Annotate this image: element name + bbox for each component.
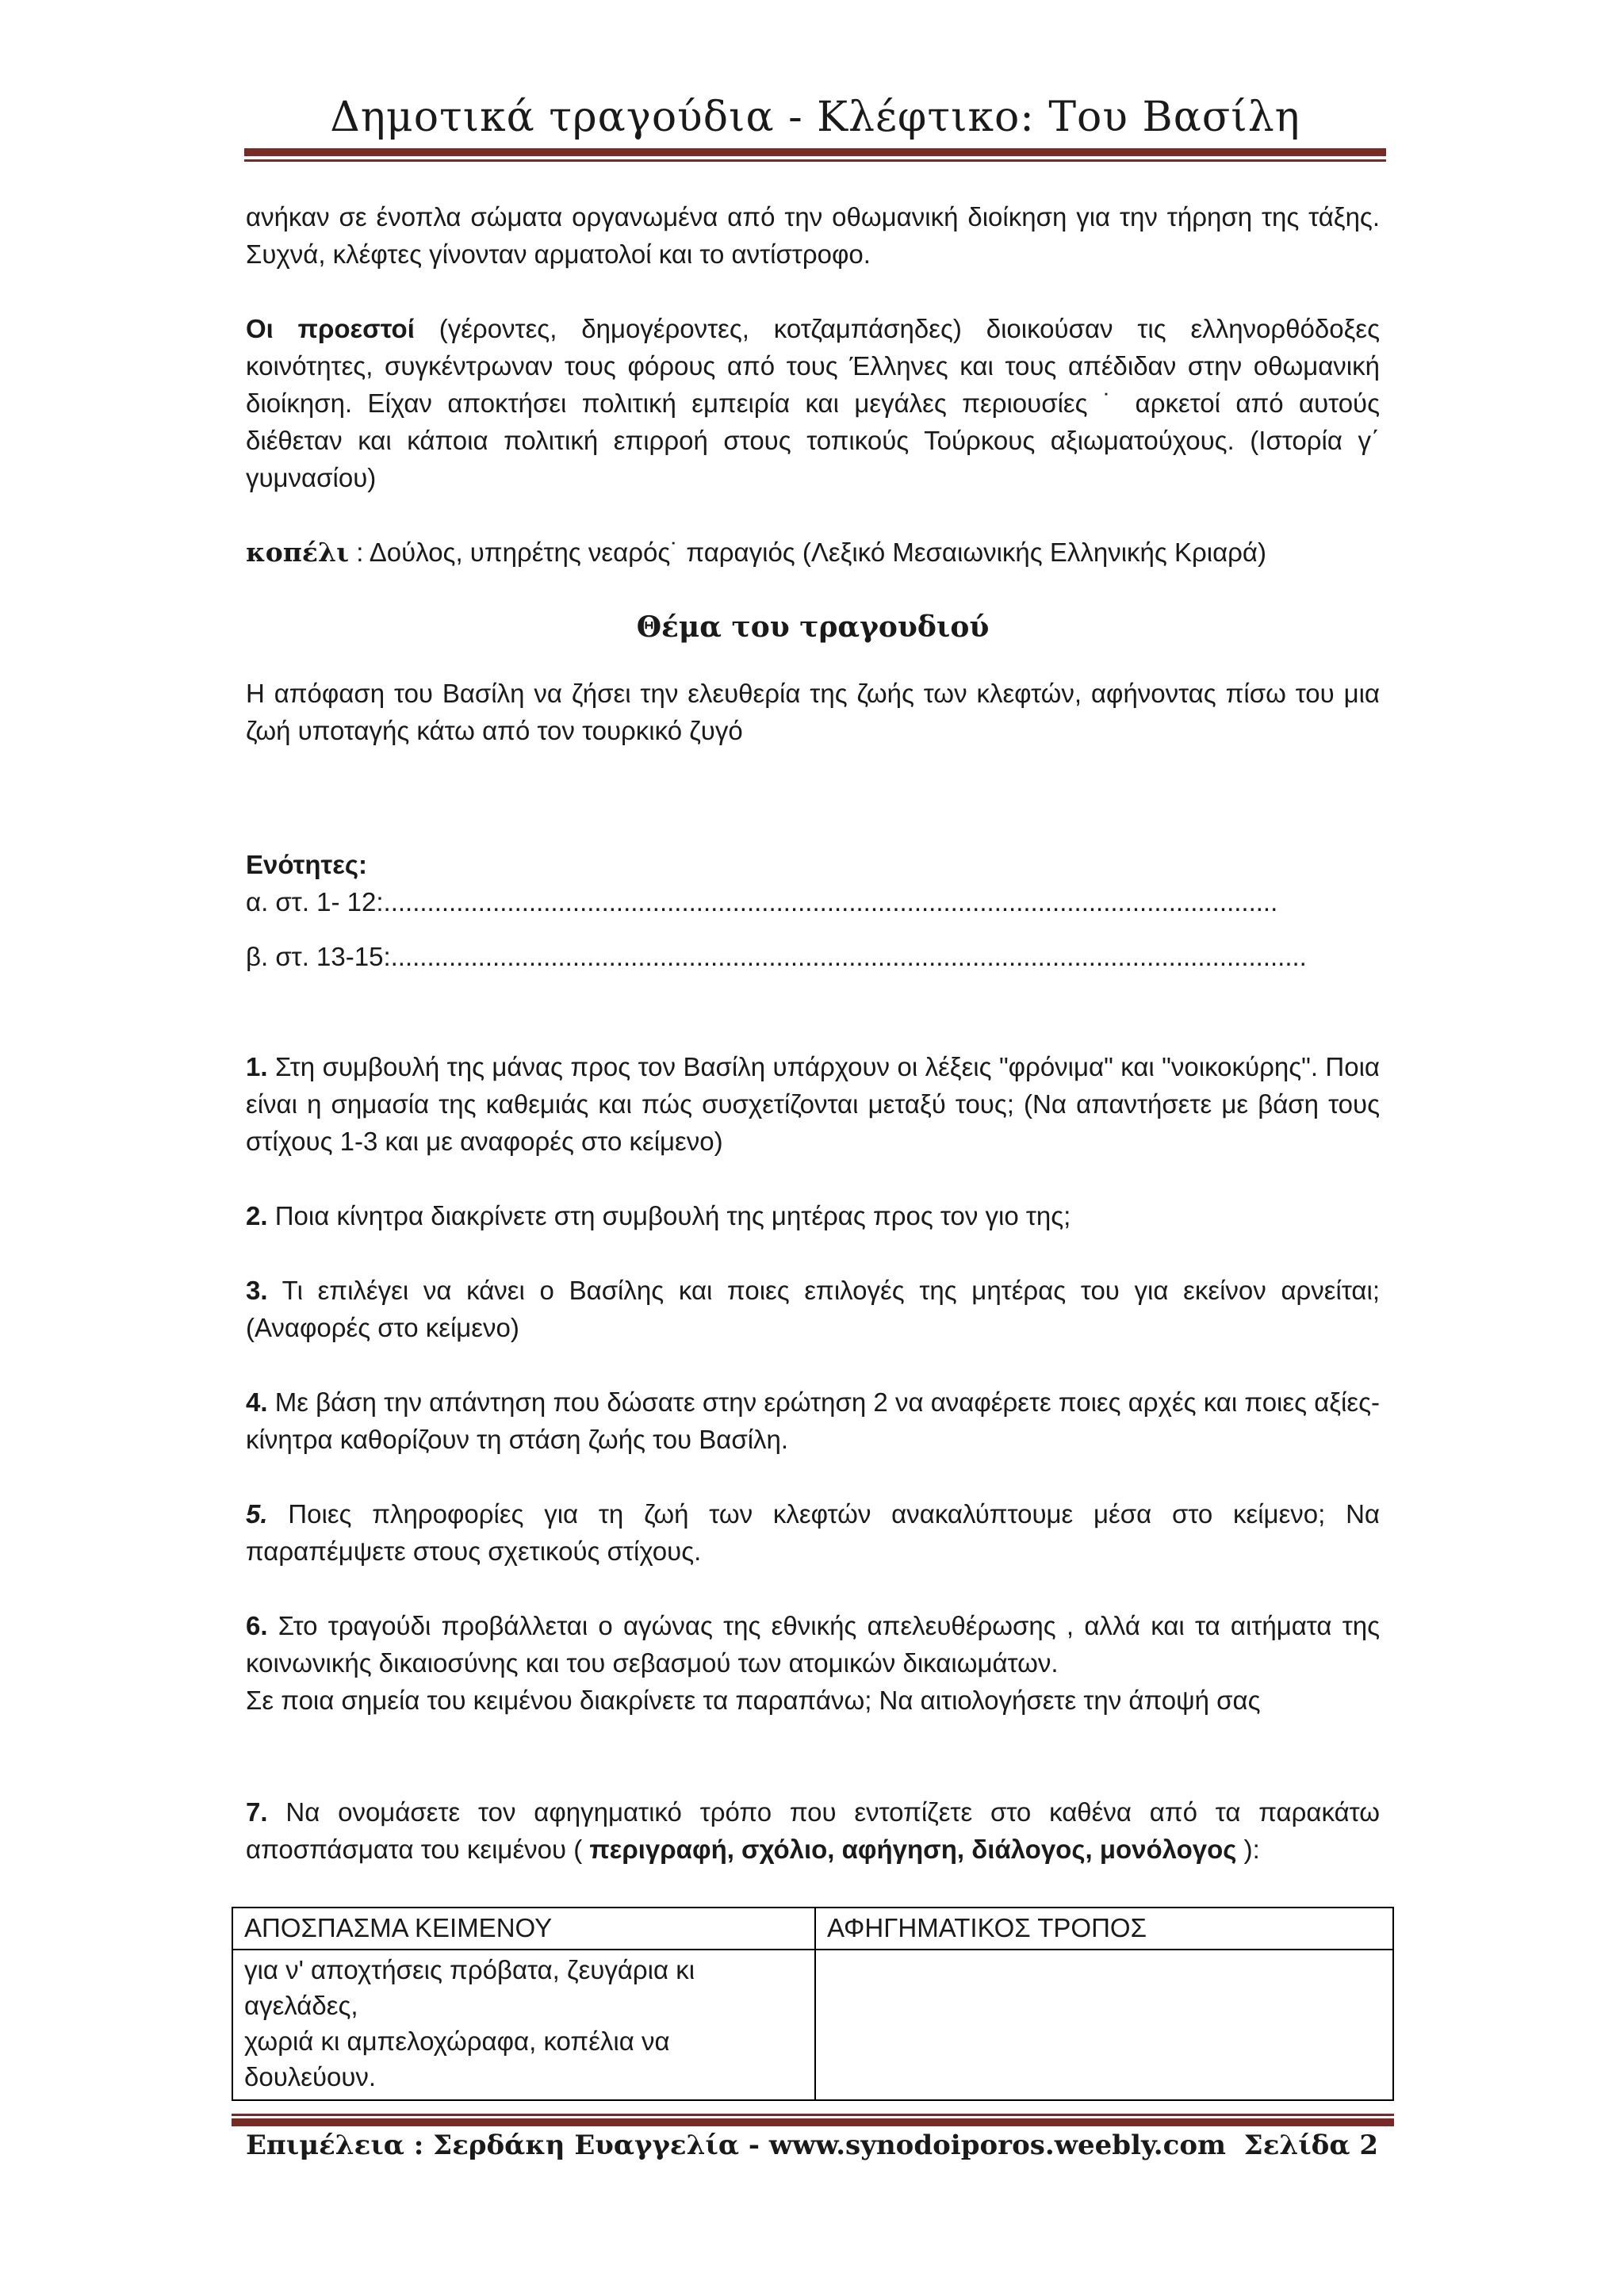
kopeli-paragraph [246,534,1380,571]
proestoi-paragraph [246,310,1380,496]
footer-rule-thick [232,2118,1394,2126]
question-7-end: ): [1236,1835,1260,1864]
page-header-title: Δημοτικά τραγούδια - Κλέφτικο: Του Βασίλη [330,94,1300,141]
table-header-row [232,1908,1393,1950]
table-cell-answer[interactable] [815,1950,1393,2100]
proestoi-term: Οι προεστοί [246,314,415,343]
kopeli-term: κοπέλι [246,537,350,568]
topic-text: Η απόφαση του Βασίλη να ζήσει την ελευθερία της ζωής των κλεφτών, αφήνοντας πίσω του μια ζωή υποταγής κάτω από τον τουρκικό ζυγό [246,679,1380,745]
question-5 [246,1495,1380,1570]
excerpt-line-2: αγελάδες, [244,1991,358,2020]
section-a-line: α. στ. 1- 12:........................................................................................................................... [246,887,1278,916]
proestoi-definition: (γέροντες, δημογέροντες, κοτζαμπάσηδες) διοικούσαν τις ελληνορθόδοξες κοινότητες, συγκέντρωναν τους φόρους από τους Έλληνες και τους απέδιδαν στην οθωμανική διοίκηση. Είχαν αποκτήσει πολιτική εμπειρία και μεγάλες περιουσίες ˙ αρκετοί από αυτούς διέθεταν και κάποια πολιτική επιρροή στους τοπικούς Τούρκους αξιωματούχους. (Ιστορία γ΄ γυμνασίου) [246,314,1380,492]
header-rule-thin [244,159,1386,162]
sections-heading: Ενότητες: [246,850,368,879]
table-header-mode: ΑΦΗΓΗΜΑΤΙΚΟΣ ΤΡΟΠΟΣ [815,1908,1393,1950]
section-b-line: β. στ. 13-15:.............................................................................................................................. [246,942,1307,971]
narrative-mode-table [232,1907,1394,2101]
topic-title: Θέμα του τραγουδιού [636,610,990,644]
question-7 [246,1793,1380,1868]
question-4-number: 4. [246,1387,268,1417]
question-2 [246,1197,1380,1234]
kopeli-definition: : Δούλος, υπηρέτης νεαρός˙ παραγιός (Λεξικό Μεσαιωνικής Ελληνικής Κριαρά) [349,538,1266,567]
question-2-number: 2. [246,1201,268,1230]
armatoloi-paragraph: ανήκαν σε ένοπλα σώματα οργανωμένα από την οθωμανική διοίκηση για την τήρηση της τάξης. Συχνά, κλέφτες γίνονταν αρματολοί και το αντίστροφο. [246,202,1380,269]
question-4-text: Με βάση την απάντηση που δώσατε στην ερώτηση 2 να αναφέρετε ποιες αρχές και ποιες αξίες- κίνητρα καθορίζουν τη στάση ζωής του Βασίλη. [246,1387,1380,1454]
question-6-text: Στο τραγούδι προβάλλεται ο αγώνας της εθνικής απελευθέρωσης , αλλά και τα αιτήματα της κοινωνικής δικαιοσύνης και του σεβασμού των ατομικών δικαιωμάτων. [246,1611,1380,1678]
question-5-number: 5. [246,1499,268,1529]
footer-credit: Επιμέλεια : Σερδάκη Ευαγγελία - www.synodoiporos.weebly.com [246,2130,1227,2161]
excerpt-line-4: δουλεύουν. [244,2062,377,2091]
table-header-excerpt: ΑΠΟΣΠΑΣΜΑ ΚΕΙΜΕΝΟΥ [232,1908,815,1950]
table-cell-excerpt [232,1950,815,2100]
question-7-number: 7. [246,1797,268,1827]
page-number: Σελίδα 2 [1243,2130,1378,2161]
question-3 [246,1272,1380,1346]
question-2-text: Ποια κίνητρα διακρίνετε στη συμβουλή της μητέρας προς τον γιο της; [267,1201,1071,1230]
question-4 [246,1383,1380,1458]
question-1-text: Στη συμβουλή της μάνας προς τον Βασίλη υπάρχουν οι λέξεις "φρόνιμα" και "νοικοκύρης". Ποια είναι η σημασία της καθεμιάς και πώς συσχετίζονται μεταξύ τους; (Να απαντήσετε με βάση τους στίχους 1-3 και με αναφορές στο κείμενο) [246,1052,1380,1156]
question-6-number: 6. [246,1611,268,1640]
question-7-text: Να ονομάσετε τον αφηγηματικό τρόπο που εντοπίζετε στο καθένα από τα παρακάτω αποσπάσματα του κειμένου ( [246,1797,1380,1864]
question-1-number: 1. [246,1052,268,1081]
footer-rule-thin [232,2114,1394,2116]
question-6-followup: Σε ποια σημεία του κειμένου διακρίνετε τα παραπάνω; Να αιτιολογήσετε την άποψή σας [246,1686,1261,1715]
question-7-modes: περιγραφή, σχόλιο, αφήγηση, διάλογος, μονόλογος [589,1835,1237,1864]
header-rule-thick [244,148,1386,156]
question-1 [246,1048,1380,1160]
question-3-text: Τι επιλέγει να κάνει ο Βασίλης και ποιες επιλογές της μητέρας του για εκείνον αρνείται; (Αναφορές στο κείμενο) [246,1276,1380,1342]
excerpt-line-3: χωριά κι αμπελοχώραφα, κοπέλια να [244,2026,670,2056]
table-row [232,1950,1393,2100]
question-3-number: 3. [246,1276,268,1305]
excerpt-line-1: για ν' αποχτήσεις πρόβατα, ζευγάρια κι [244,1955,695,1984]
main-content [246,198,1380,1905]
question-6 [246,1607,1380,1682]
question-5-text: Ποιες πληροφορίες για τη ζωή των κλεφτών ανακαλύπτουμε μέσα στο κείμενο; Να παραπέμψετε στους σχετικούς στίχους. [246,1499,1380,1566]
